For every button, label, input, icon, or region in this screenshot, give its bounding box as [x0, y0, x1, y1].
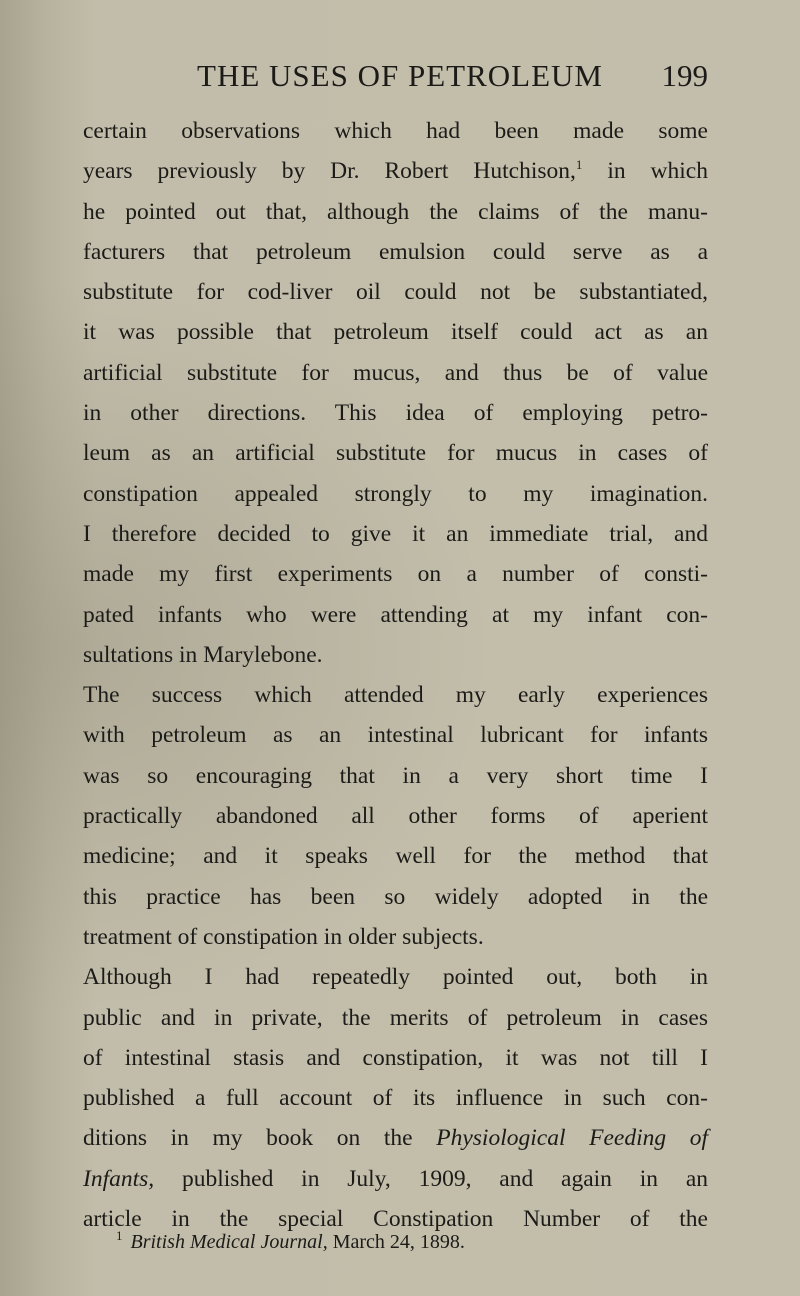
- text-line: constipation appealed strongly to my imagination.: [83, 480, 708, 507]
- text-line: The success which attended my early experiences: [83, 682, 708, 709]
- text-line: was so encouraging that in a very short time I: [83, 762, 708, 789]
- text-line: substitute for cod-liver oil could not be substantiated,: [83, 279, 708, 306]
- text-line: article in the special Constipation Number of the: [83, 1206, 708, 1233]
- footnote-reference: 1: [575, 157, 583, 173]
- book-title-cont: Infants,: [83, 1165, 155, 1192]
- text-line: public and in private, the merits of petroleum in cases: [83, 1004, 708, 1031]
- running-head: THE USES OF PETROLEUM: [197, 58, 603, 93]
- text-line: leum as an artificial substitute for mucus in cases of: [83, 440, 708, 467]
- text-line: this practice has been so widely adopted in the: [83, 883, 708, 910]
- text-line: he pointed out that, although the claims of the manu-: [83, 198, 708, 225]
- text-line: in other directions. This idea of employing petro-: [83, 400, 708, 427]
- text-line: certain observations which had been made some: [83, 118, 708, 144]
- text-line: of intestinal stasis and constipation, it was not till I: [83, 1044, 708, 1071]
- text-line: Although I had repeatedly pointed out, both in: [83, 964, 708, 991]
- book-title: Physiological Feeding of: [436, 1125, 708, 1152]
- text-line: pated infants who were attending at my infant con-: [83, 601, 708, 628]
- text-line: with petroleum as an intestinal lubricant for infants: [83, 722, 708, 749]
- page-number: 199: [661, 58, 708, 93]
- text-line: facturers that petroleum emulsion could serve as a: [83, 238, 708, 265]
- text-line: medicine; and it speaks well for the method that: [83, 843, 708, 870]
- text-line: made my first experiments on a number of consti-: [83, 561, 708, 588]
- text-line: treatment of constipation in older subjects.: [83, 923, 484, 950]
- text-line: artificial substitute for mucus, and thus be of value: [83, 359, 708, 386]
- text-line: it was possible that petroleum itself could act as an: [83, 319, 708, 346]
- body-text: [83, 111, 708, 1239]
- footnote-journal: British Medical Journal,: [130, 1231, 328, 1253]
- text-line: sultations in Marylebone.: [83, 641, 323, 668]
- text-line: ditions in my book on the Physiological Feeding of: [83, 1125, 708, 1152]
- text-line: published a full account of its influence in such con-: [83, 1085, 708, 1112]
- footnote-date: March 24, 1898.: [332, 1231, 465, 1253]
- text-line: Infants, published in July, 1909, and again in an: [83, 1165, 708, 1192]
- footnote-marker: 1: [116, 1228, 123, 1243]
- text-line: practically abandoned all other forms of aperient: [83, 803, 708, 830]
- page-header: [0, 58, 800, 98]
- text-line: years previously by Dr. Robert Hutchison,$^1$ in which: [83, 157, 708, 185]
- footnote: [116, 1228, 465, 1254]
- text-line: I therefore decided to give it an immediate trial, and: [83, 520, 708, 547]
